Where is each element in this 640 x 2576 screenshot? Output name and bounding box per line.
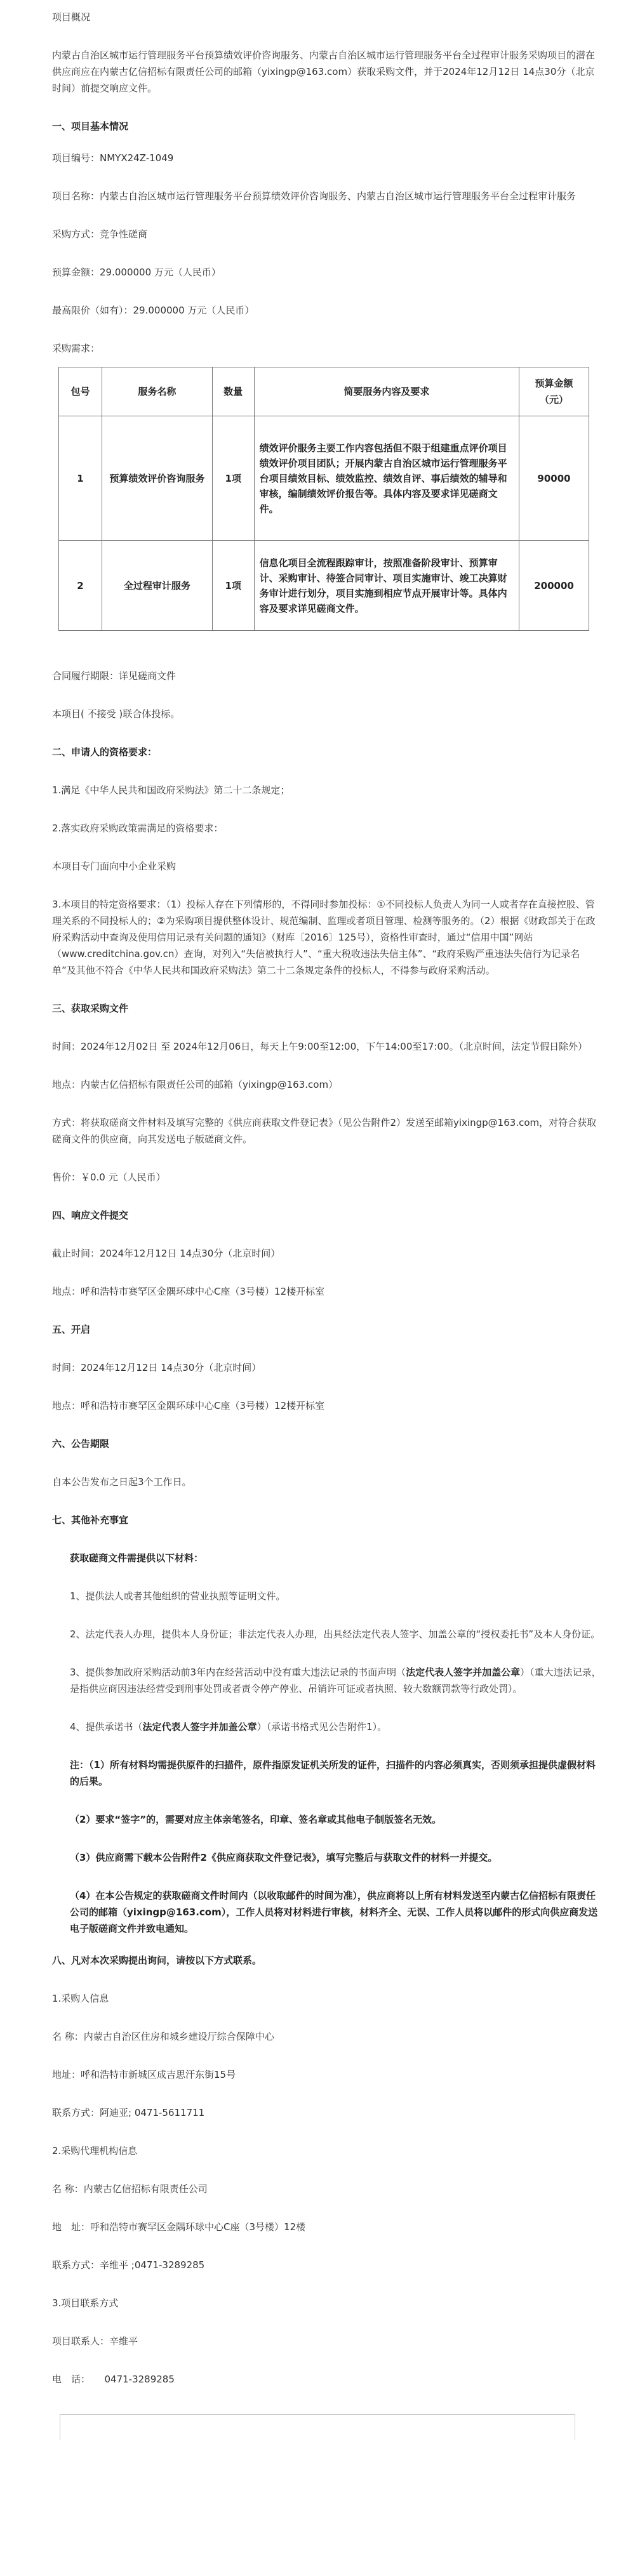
note-4: （4）在本公告规定的获取磋商文件时间内（以收取邮件的时间为准），供应商将以上所有材料发送至内蒙古亿信招标有限责任公司的邮箱（yixingp@163.com），工作人员将对材料进行审核，材料齐全、无误、工作人员将以邮件的形式向供应商发送电子版磋商文件并致电通知。 <box>70 1890 598 1934</box>
row-2-qty: 1项 <box>212 541 254 631</box>
max-price: 最高限价（如有）：29.000000 万元（人民币） <box>52 305 255 316</box>
project-name: 项目名称：内蒙古自治区城市运行管理服务平台预算绩效评价咨询服务、内蒙古自治区城市运行管理服务平台全过程审计服务 <box>52 190 577 202</box>
purchaser-contact: 联系方式：阿迪亚; 0471-5611711 <box>52 2107 205 2118</box>
qualification-2: 2.落实政府采购政策需满足的资格要求： <box>52 822 223 834</box>
project-contact-person: 项目联系人：辛维平 <box>52 2335 138 2347</box>
overview-heading: 项目概况 <box>52 11 91 23</box>
project-contact-phone: 电 话： 0471-3289285 <box>52 2374 175 2385</box>
row-2-name: 全过程审计服务 <box>102 541 212 631</box>
obtain-price: 售价：￥0.0 元（人民币） <box>52 1172 166 1183</box>
consortium-note: 本项目( 不接受 )联合体投标。 <box>52 708 180 720</box>
material-4-text-b: ）（承诺书格式见公告附件1）。 <box>257 1721 387 1733</box>
section-6-title: 六、公告期限 <box>52 1438 110 1450</box>
opening-place: 地点：呼和浩特市赛罕区金隅环球中心C座（3号楼）12楼开标室 <box>52 1400 325 1411</box>
purchaser-name: 名 称：内蒙古自治区住房和城乡建设厅综合保障中心 <box>52 2031 274 2042</box>
attachments-box <box>60 2414 575 2440</box>
header-service-name: 服务名称 <box>102 367 212 416</box>
purchaser-info-title: 1.采购人信息 <box>52 1993 109 2004</box>
material-3-text-a: 3、提供参加政府采购活动前3年内在经营活动中没有重大违法记录的书面声明（ <box>70 1667 406 1678</box>
row-2-desc: 信息化项目全流程跟踪审计，按照准备阶段审计、预算审计、采购审计、待签合同审计、项目实施审计、竣工决算财务审计进行划分，项目实施到相应节点开展审计等。具体内容及要求详见磋商文件。 <box>254 541 519 631</box>
requirements-table <box>58 367 589 631</box>
header-description: 简要服务内容及要求 <box>254 367 519 416</box>
materials-heading: 获取磋商文件需提供以下材料： <box>70 1552 204 1564</box>
obtain-place: 地点：内蒙古亿信招标有限责任公司的邮箱（yixingp@163.com） <box>52 1079 338 1090</box>
material-4-text-a: 4、提供承诺书（ <box>70 1721 143 1733</box>
table-header-row <box>59 367 589 416</box>
section-7-title: 七、其他补充事宜 <box>52 1514 129 1526</box>
row-2-amount: 200000 <box>519 541 589 631</box>
section-5-title: 五、开启 <box>52 1324 91 1335</box>
opening-time: 时间：2024年12月12日 14点30分（北京时间） <box>52 1362 262 1373</box>
submit-deadline: 截止时间：2024年12月12日 14点30分（北京时间） <box>52 1248 281 1259</box>
header-package-no: 包号 <box>59 367 102 416</box>
project-contact-title: 3.项目联系方式 <box>52 2297 119 2309</box>
row-1-amount: 90000 <box>519 416 589 541</box>
notice-period: 自本公告发布之日起3个工作日。 <box>52 1476 192 1488</box>
submit-place: 地点：呼和浩特市赛罕区金隅环球中心C座（3号楼）12楼开标室 <box>52 1286 325 1297</box>
material-3-text-b: ）（重大违法记录，是指供应商因违法经营受到刑事处罚或者责令停产停业、吊销许可证或者执照、较大数额罚款等行政处罚）。 <box>70 1667 601 1694</box>
procurement-method: 采购方式：竞争性磋商 <box>52 228 148 240</box>
row-1-no: 1 <box>59 416 102 541</box>
header-budget: 预算金额（元） <box>519 367 589 416</box>
budget-amount: 预算金额：29.000000 万元（人民币） <box>52 267 221 278</box>
overview-text: 内蒙古自治区城市运行管理服务平台预算绩效评价咨询服务、内蒙古自治区城市运行管理服务平台全过程审计服务采购项目的潜在供应商应在内蒙古亿信招标有限责任公司的邮箱（yixingp@163.com）获取采购文件，并于2024年12月12日 14点30分（北京时间）前提交响应文件。 <box>52 50 596 94</box>
obtain-time: 时间：2024年12月02日 至 2024年12月06日，每天上午9:00至12:00，下午14:00至17:00。（北京时间，法定节假日除外） <box>52 1041 588 1052</box>
row-1-name: 预算绩效评价咨询服务 <box>102 416 212 541</box>
section-8-title: 八、凡对本次采购提出询问，请按以下方式联系。 <box>52 1955 262 1966</box>
note-1: 注：（1）所有材料均需提供原件的扫描件，原件指原发证机关所发的证件，扫描件的内容必须真实，否则须承担提供虚假材料的后果。 <box>70 1759 596 1787</box>
material-3 <box>52 1664 602 1697</box>
purchaser-address: 地址：呼和浩特市新城区成吉思汗东街15号 <box>52 2069 236 2080</box>
row-1-qty: 1项 <box>212 416 254 541</box>
table-row <box>59 541 589 631</box>
procurement-needs-label: 采购需求： <box>52 343 100 354</box>
agency-info-title: 2.采购代理机构信息 <box>52 2145 138 2157</box>
material-1: 1、提供法人或者其他组织的营业执照等证明文件。 <box>70 1590 286 1602</box>
contract-term: 合同履行期限：详见磋商文件 <box>52 670 177 682</box>
row-2-no: 2 <box>59 541 102 631</box>
section-1-title: 一、项目基本情况 <box>52 121 129 132</box>
agency-contact: 联系方式：辛维平 ;0471-3289285 <box>52 2259 205 2271</box>
obtain-way: 方式：将获取磋商文件材料及填写完整的《供应商获取文件登记表》（见公告附件2）发送至邮箱yixingp@163.com，对符合获取磋商文件的供应商，向其发送电子版磋商文件。 <box>52 1117 597 1145</box>
header-quantity: 数量 <box>212 367 254 416</box>
section-3-title: 三、获取采购文件 <box>52 1003 129 1014</box>
agency-name: 名 称：内蒙古亿信招标有限责任公司 <box>52 2183 208 2195</box>
table-row <box>59 416 589 541</box>
qualification-2-detail: 本项目专门面向中小企业采购 <box>52 861 177 872</box>
section-2-title: 二、申请人的资格要求： <box>52 746 157 758</box>
material-4 <box>52 1719 602 1735</box>
note-2: （2）要求“签字”的，需要对应主体亲笔签名，印章、签名章或其他电子制版签名无效。 <box>70 1814 442 1825</box>
row-1-desc: 绩效评价服务主要工作内容包括但不限于组建重点评价项目绩效评价项目团队；开展内蒙古自治区城市运行管理服务平台项目绩效目标、绩效监控、绩效自评、事后绩效的辅导和审核，编制绩效评价报告等。具体内容及要求详见磋商文件。 <box>254 416 519 541</box>
qualification-3: 3.本项目的特定资格要求：（1）投标人存在下列情形的，不得同时参加投标：①不同投标人负责人为同一人或者存在直接控股、管理关系的不同投标人的；②为采购项目提供整体设计、规范编制、监理或者项目管理、检测等服务的。（2）根据《财政部关于在政府采购活动中查询及使用信用记录有关问题的通知》（财库〔2016〕125号），资格性审查时，通过“信用中国”网站（www.creditchina.gov.cn）查询，对列入“失信被执行人”、“重大税收违法失信主体”、“政府采购严重违法失信行为记录名单”及其他不符合《中华人民共和国政府采购法》第二十二条规定条件的投标人，不得参与政府采购活动。 <box>52 899 596 976</box>
agency-address: 地 址：呼和浩特市赛罕区金隅环球中心C座（3号楼）12楼 <box>52 2221 306 2233</box>
qualification-1: 1.满足《中华人民共和国政府采购法》第二十二条规定； <box>52 784 290 796</box>
material-2: 2、法定代表人办理，提供本人身份证；非法定代表人办理，出具经法定代表人签字、加盖公章的“授权委托书”及本人身份证。 <box>70 1628 601 1640</box>
project-number: 项目编号：NMYX24Z-1049 <box>52 152 174 164</box>
material-4-bold: 法定代表人签字并加盖公章 <box>142 1721 257 1733</box>
note-3: （3）供应商需下载本公告附件2《供应商获取文件登记表》，填写完整后与获取文件的材料一并提交。 <box>70 1852 498 1863</box>
section-4-title: 四、响应文件提交 <box>52 1210 129 1221</box>
material-3-bold: 法定代表人签字并加盖公章 <box>406 1667 521 1678</box>
